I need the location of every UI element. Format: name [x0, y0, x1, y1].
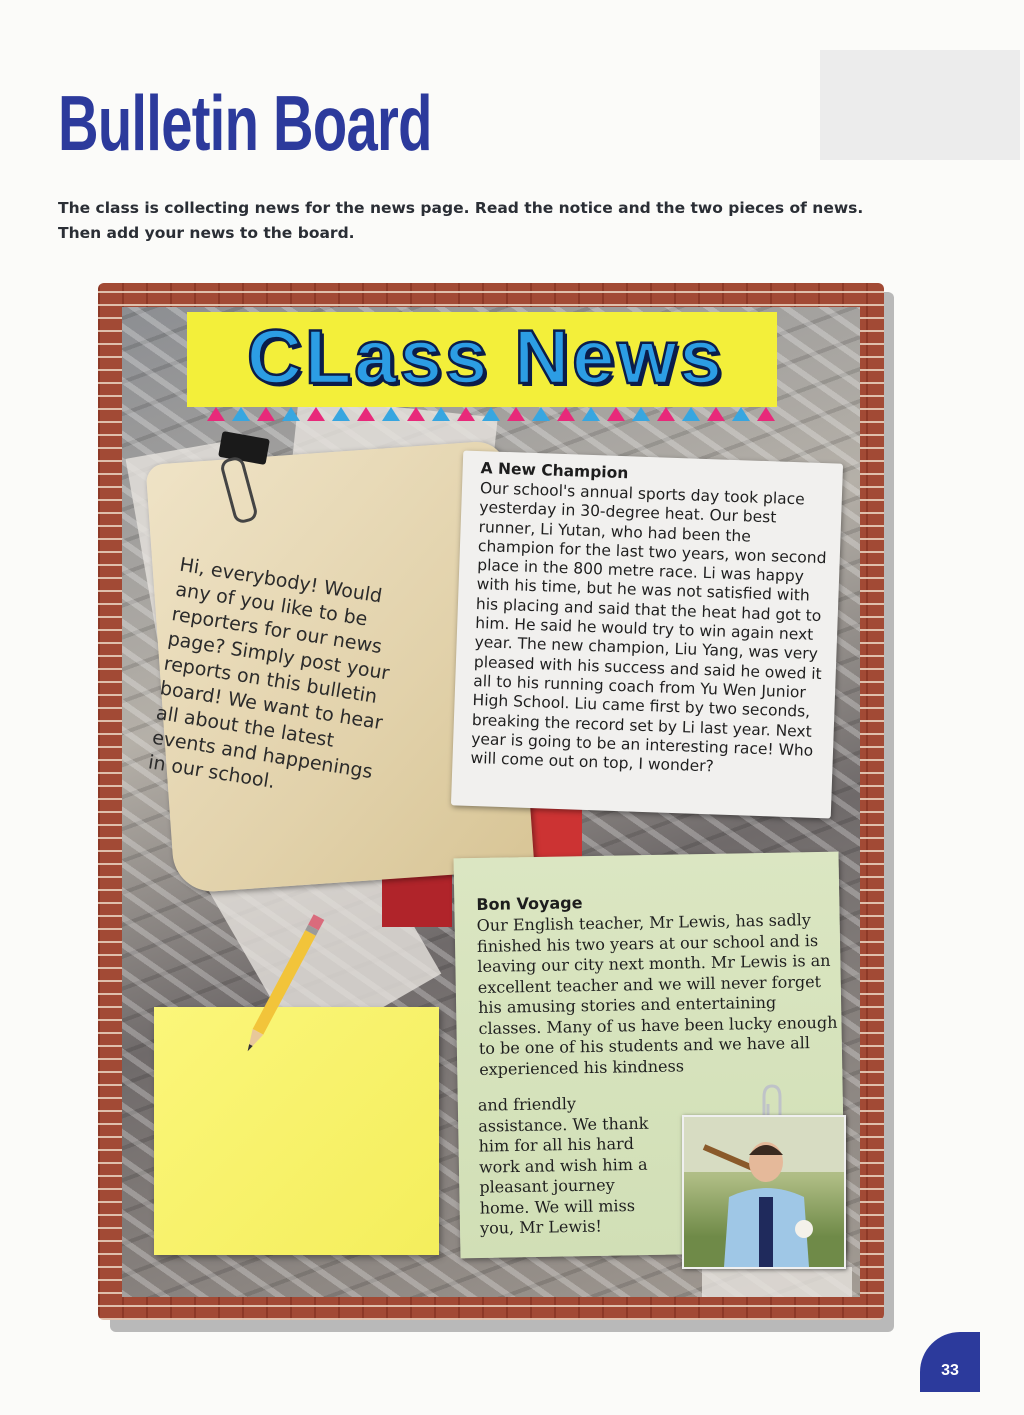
- bon-voyage-body: Our English teacher, Mr Lewis, has sadly finished his two years at our school and is leaving our city next month. Mr Lewis is an excellent teacher and we will never forget his amusing stories and entertaining classes. Many of us have been lucky enough to be one of his students and we have all experienced his kindness: [476, 910, 838, 1079]
- banner-triangle: [682, 407, 700, 421]
- banner-triangle: [557, 407, 575, 421]
- class-news-banner: [187, 312, 777, 407]
- page-number-tab: [920, 1332, 980, 1392]
- bulletin-board: [122, 307, 860, 1297]
- banner-triangle: [332, 407, 350, 421]
- banner-triangle: [582, 407, 600, 421]
- banner-triangle: [282, 407, 300, 421]
- banner-triangle: [532, 407, 550, 421]
- page-title: Bulletin Board: [58, 79, 432, 167]
- banner-triangle: [482, 407, 500, 421]
- banner-triangle: [257, 407, 275, 421]
- banner-title: CLass News: [247, 315, 725, 400]
- bon-voyage-body-continued: and friendly assistance. We thank him for all his hard work and wish him a pleasant journey home. We will miss you, Mr Lewis!: [477, 1093, 649, 1238]
- banner-triangle: [732, 407, 750, 421]
- banner-triangle: [432, 407, 450, 421]
- banner-triangle: [457, 407, 475, 421]
- news-article-champion: [451, 450, 843, 818]
- champion-title: A New Champion: [480, 459, 629, 483]
- banner-triangle: [232, 407, 250, 421]
- teacher-photo: [682, 1115, 846, 1269]
- banner-triangle: [357, 407, 375, 421]
- newspaper-scrap: [702, 1267, 852, 1297]
- banner-triangle: [707, 407, 725, 421]
- notice-text: Hi, everybody! Would any of you like to be reporters for our news page? Simply post your reports on this bulletin board! We want to hear all about the latest events and happenings in our school.: [146, 553, 391, 794]
- instructions: The class is collecting news for the news page. Read the notice and the two pieces of news. Then add your news to the board.: [58, 199, 864, 242]
- page-number: 33: [941, 1362, 959, 1379]
- banner-triangle: [657, 407, 675, 421]
- blank-sticky-note[interactable]: [154, 1007, 439, 1255]
- banner-triangle: [207, 407, 225, 421]
- banner-triangle: [632, 407, 650, 421]
- banner-triangle: [307, 407, 325, 421]
- banner-triangle: [382, 407, 400, 421]
- background-bleed: [820, 50, 1020, 160]
- banner-triangle: [757, 407, 775, 421]
- banner-triangle: [607, 407, 625, 421]
- banner-triangle: [407, 407, 425, 421]
- champion-body: Our school's annual sports day took place yesterday in 30-degree heat. Our best runner, Li Yutan, who had been the champion for the last two years, won second place in the 800 metre race. Li was happy with his time, but he was not satisfied with his placing and said that the heat had got to him. He said he would try to win again next year. The new champion, Liu Yang, was very pleased with his success and said he owed it all to his running coach from Yu Wen Junior High School. Liu came first by two seconds, breaking the record set by Li last year. Next year is going to be an interesting race! Who will come out on top, I wonder?: [470, 479, 827, 776]
- banner-triangle: [507, 407, 525, 421]
- bon-voyage-title: Bon Voyage: [476, 893, 583, 914]
